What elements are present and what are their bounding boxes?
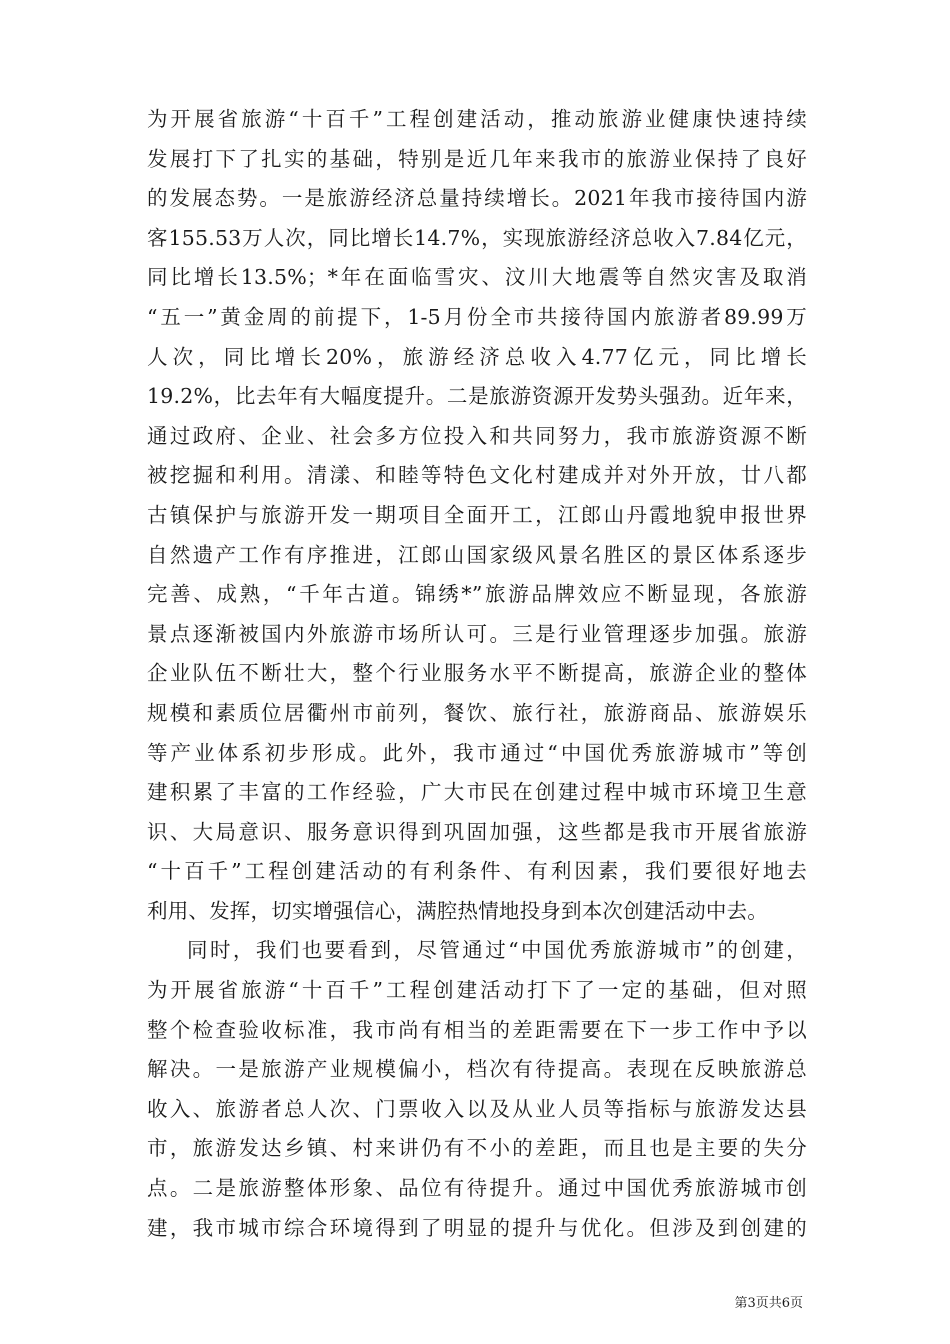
p1-line-15: 企业队伍不断壮大，整个行业服务水平不断提高，旅游企业的整体 (147, 661, 807, 686)
p1-line-2: 发展打下了扎实的基础，特别是近几年来我市的旅游业保持了良好 (147, 146, 807, 171)
p1-line-19: 识、大局意识、服务意识得到巩固加强，这些都是我市开展省旅游 (147, 819, 807, 844)
p1-line-13: 完善、成熟，“千年古道。锦绣*”旅游品牌效应不断显现，各旅游 (147, 582, 807, 607)
p1-line-12: 自然遗产工作有序推进，江郎山国家级风景名胜区的景区体系逐步 (147, 542, 807, 567)
p1-line-16: 规模和素质位居衢州市前列，餐饮、旅行社，旅游商品、旅游娱乐 (147, 700, 807, 725)
p1-line-14: 景点逐渐被国内外旅游市场所认可。三是行业管理逐步加强。旅游 (147, 621, 807, 646)
p1-line-3: 的发展态势。一是旅游经济总量持续增长。2021年我市接待国内游 (147, 186, 807, 211)
body-text (147, 100, 807, 1248)
p2-line-6: 市，旅游发达乡镇、村来讲仍有不小的差距，而且也是主要的失分 (147, 1136, 807, 1161)
p2-line-8: 建，我市城市综合环境得到了明显的提升与优化。但涉及到创建的 (147, 1215, 807, 1240)
p2-line-4: 解决。一是旅游产业规模偏小，档次有待提高。表现在反映旅游总 (147, 1057, 807, 1082)
p1-line-7: 人次，同比增长20%，旅游经济总收入4.77亿元，同比增长 (147, 344, 807, 369)
p1-line-11: 古镇保护与旅游开发一期项目全面开工，江郎山丹霞地貌申报世界 (147, 502, 807, 527)
p1-line-9: 通过政府、企业、社会多方位投入和共同努力，我市旅游资源不断 (147, 423, 807, 448)
p1-line-8: 19.2%，比去年有大幅度提升。二是旅游资源开发势头强劲。近年来， (147, 384, 807, 409)
p1-line-17: 等产业体系初步形成。此外，我市通过“中国优秀旅游城市”等创 (147, 740, 807, 765)
p1-line-4: 客155.53万人次，同比增长14.7%，实现旅游经济总收入7.84亿元， (147, 225, 807, 250)
p1-line-10: 被挖掘和利用。清漾、和睦等特色文化村建成并对外开放，廿八都 (147, 463, 807, 488)
p1-line-21: 利用、发挥，切实增强信心，满腔热情地投身到本次创建活动中去。 (147, 898, 768, 923)
p1-line-5: 同比增长13.5%；*年在面临雪灾、汶川大地震等自然灾害及取消 (147, 265, 807, 290)
p2-line-7: 点。二是旅游整体形象、品位有待提升。通过中国优秀旅游城市创 (147, 1176, 807, 1201)
p1-line-6: “五一”黄金周的前提下，1-5月份全市共接待国内旅游者89.99万 (147, 304, 807, 329)
p2-line-1: 同时，我们也要看到，尽管通过“中国优秀旅游城市”的创建， (187, 938, 807, 963)
p1-line-1: 为开展省旅游“十百千”工程创建活动，推动旅游业健康快速持续 (147, 107, 807, 131)
p1-line-18: 建积累了丰富的工作经验，广大市民在创建过程中城市环境卫生意 (147, 780, 807, 805)
p2-line-5: 收入、旅游者总人次、门票收入以及从业人员等指标与旅游发达县 (147, 1096, 807, 1121)
page-number: 第3页共6页 (734, 1296, 803, 1311)
p2-line-2: 为开展省旅游“十百千”工程创建活动打下了一定的基础，但对照 (147, 978, 807, 1003)
p2-line-3: 整个检查验收标准，我市尚有相当的差距需要在下一步工作中予以 (147, 1017, 807, 1042)
p1-line-20: “十百千”工程创建活动的有利条件、有利因素，我们要很好地去 (147, 859, 807, 884)
